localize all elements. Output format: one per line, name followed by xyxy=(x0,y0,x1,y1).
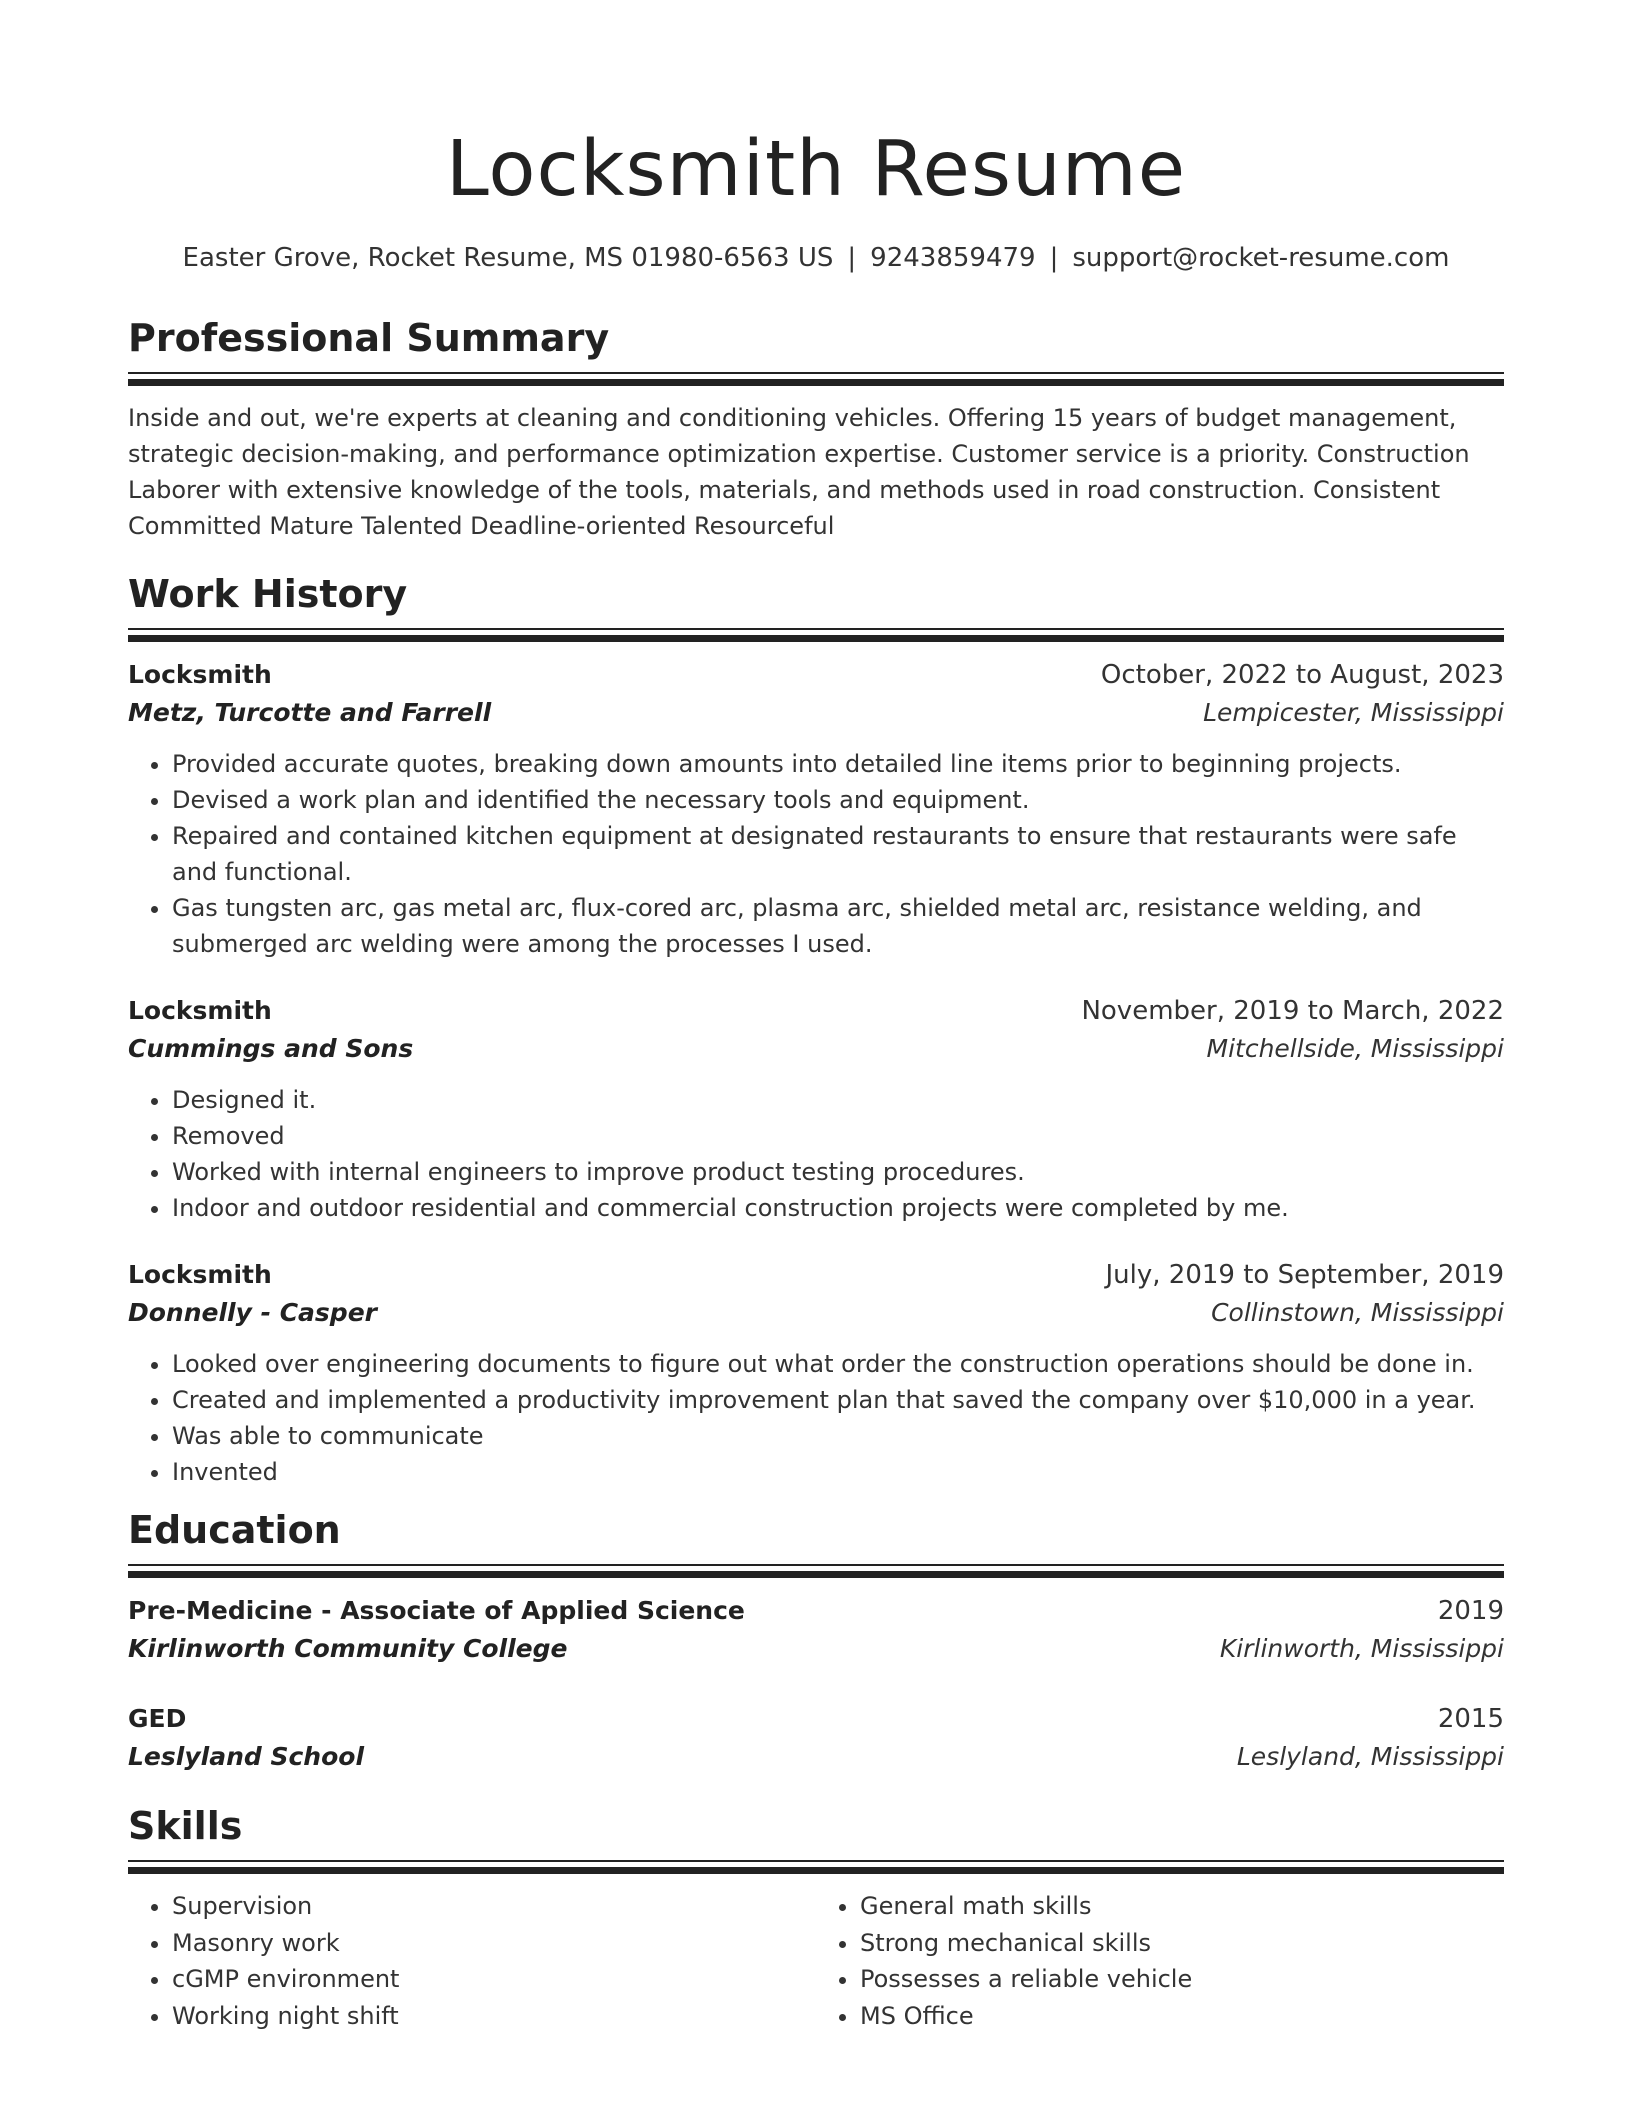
job-location: Mitchellside, Mississippi xyxy=(1206,1034,1504,1063)
skill-item: • Possesses a reliable vehicle xyxy=(860,1961,1504,1998)
list-item: • Indoor and outdoor residential and commercial construction projects were completed by me. xyxy=(172,1190,1504,1226)
job-header-row xyxy=(128,992,1504,1030)
education-section xyxy=(128,1506,1504,1776)
job-employer-row xyxy=(128,1294,1504,1332)
section-divider xyxy=(128,372,1504,386)
contact-separator: | xyxy=(847,243,857,273)
education-school-row xyxy=(128,1630,1504,1668)
job-entry xyxy=(128,992,1504,1226)
skill-item: • Supervision xyxy=(172,1888,816,1925)
contact-separator: | xyxy=(1049,243,1059,273)
job-bullets xyxy=(128,1082,1504,1226)
job-bullets xyxy=(128,1346,1504,1490)
contact-line xyxy=(128,240,1504,276)
job-header-row xyxy=(128,1256,1504,1294)
job-dates: November, 2019 to March, 2022 xyxy=(1081,996,1504,1026)
skill-item: • Strong mechanical skills xyxy=(860,1925,1504,1962)
list-item: • Devised a work plan and identified the necessary tools and equipment. xyxy=(172,782,1504,818)
contact-address: Easter Grove, Rocket Resume, MS 01980-6563 US xyxy=(182,243,834,273)
job-employer: Donnelly - Casper xyxy=(128,1298,377,1327)
graduation-year: 2015 xyxy=(1437,1704,1504,1734)
section-heading: Professional Summary xyxy=(128,316,610,360)
skill-item: • General math skills xyxy=(860,1888,1504,1925)
list-item: • Invented xyxy=(172,1454,1504,1490)
job-location: Collinstown, Mississippi xyxy=(1211,1298,1504,1327)
job-header-row xyxy=(128,656,1504,694)
job-title: Locksmith xyxy=(128,1260,272,1289)
list-item: • Was able to communicate xyxy=(172,1418,1504,1454)
list-item: • Gas tungsten arc, gas metal arc, flux-cored arc, plasma arc, shielded metal arc, resistance welding, and submerged arc welding were among the processes I used. xyxy=(172,890,1504,962)
contact-phone: 9243859479 xyxy=(870,243,1036,273)
school-location: Leslyland, Mississippi xyxy=(1236,1742,1504,1771)
summary-text: Inside and out, we're experts at cleaning and conditioning vehicles. Offering 15 years of budget management, strategic decision-making, and performance optimization expertise. Customer service is a priority. Construction Laborer with extensive knowledge of the tools, materials, and methods used in road construction. Consistent Committed Mature Talented Deadline-oriented Resourceful xyxy=(128,404,1470,540)
job-employer-row xyxy=(128,1030,1504,1068)
education-school-row xyxy=(128,1738,1504,1776)
list-item: • Worked with internal engineers to improve product testing procedures. xyxy=(172,1154,1504,1190)
work-history-section xyxy=(128,570,1504,1490)
skills-section xyxy=(128,1802,1504,2034)
skill-item: • Working night shift xyxy=(172,1998,816,2035)
job-employer: Metz, Turcotte and Farrell xyxy=(128,698,492,727)
list-item: • Provided accurate quotes, breaking down amounts into detailed line items prior to beginning projects. xyxy=(172,746,1504,782)
job-employer: Cummings and Sons xyxy=(128,1034,414,1063)
education-header-row xyxy=(128,1592,1504,1630)
school-location: Kirlinworth, Mississippi xyxy=(1219,1634,1504,1663)
section-divider xyxy=(128,1564,1504,1578)
list-item: • Removed xyxy=(172,1118,1504,1154)
skills-column-left xyxy=(128,1888,816,2034)
summary-section xyxy=(128,314,1504,544)
skill-item: • Masonry work xyxy=(172,1925,816,1962)
resume-content xyxy=(128,0,1504,2034)
education-header-row xyxy=(128,1700,1504,1738)
section-divider xyxy=(128,1860,1504,1874)
section-heading: Education xyxy=(128,1508,341,1552)
skills-grid xyxy=(128,1888,1504,2034)
job-location: Lempicester, Mississippi xyxy=(1203,698,1504,727)
skills-column-right xyxy=(816,1888,1504,2034)
job-title: Locksmith xyxy=(128,660,272,689)
list-item: • Looked over engineering documents to figure out what order the construction operations should be done in. xyxy=(172,1346,1504,1382)
school-name: Kirlinworth Community College xyxy=(128,1634,568,1663)
section-heading: Work History xyxy=(128,572,408,616)
graduation-year: 2019 xyxy=(1437,1596,1504,1626)
list-item: • Repaired and contained kitchen equipment at designated restaurants to ensure that restaurants were safe and functional. xyxy=(172,818,1504,890)
skill-item: • cGMP environment xyxy=(172,1961,816,1998)
school-name: Leslyland School xyxy=(128,1742,365,1771)
job-entry xyxy=(128,1256,1504,1490)
contact-email: support@rocket-resume.com xyxy=(1072,243,1450,273)
list-item: • Created and implemented a productivity improvement plan that saved the company over $10,000 in a year. xyxy=(172,1382,1504,1418)
resume-title: Locksmith Resume xyxy=(445,125,1187,214)
education-entry xyxy=(128,1700,1504,1776)
job-dates: July, 2019 to September, 2019 xyxy=(1105,1260,1504,1290)
job-employer-row xyxy=(128,694,1504,732)
skill-item: • MS Office xyxy=(860,1998,1504,2035)
job-entry xyxy=(128,656,1504,962)
section-divider xyxy=(128,628,1504,642)
degree: GED xyxy=(128,1704,187,1733)
section-heading: Skills xyxy=(128,1804,243,1848)
job-bullets xyxy=(128,746,1504,962)
degree: Pre-Medicine - Associate of Applied Science xyxy=(128,1596,745,1625)
education-entry xyxy=(128,1592,1504,1668)
job-title: Locksmith xyxy=(128,996,272,1025)
list-item: • Designed it. xyxy=(172,1082,1504,1118)
job-dates: October, 2022 to August, 2023 xyxy=(1100,660,1504,690)
